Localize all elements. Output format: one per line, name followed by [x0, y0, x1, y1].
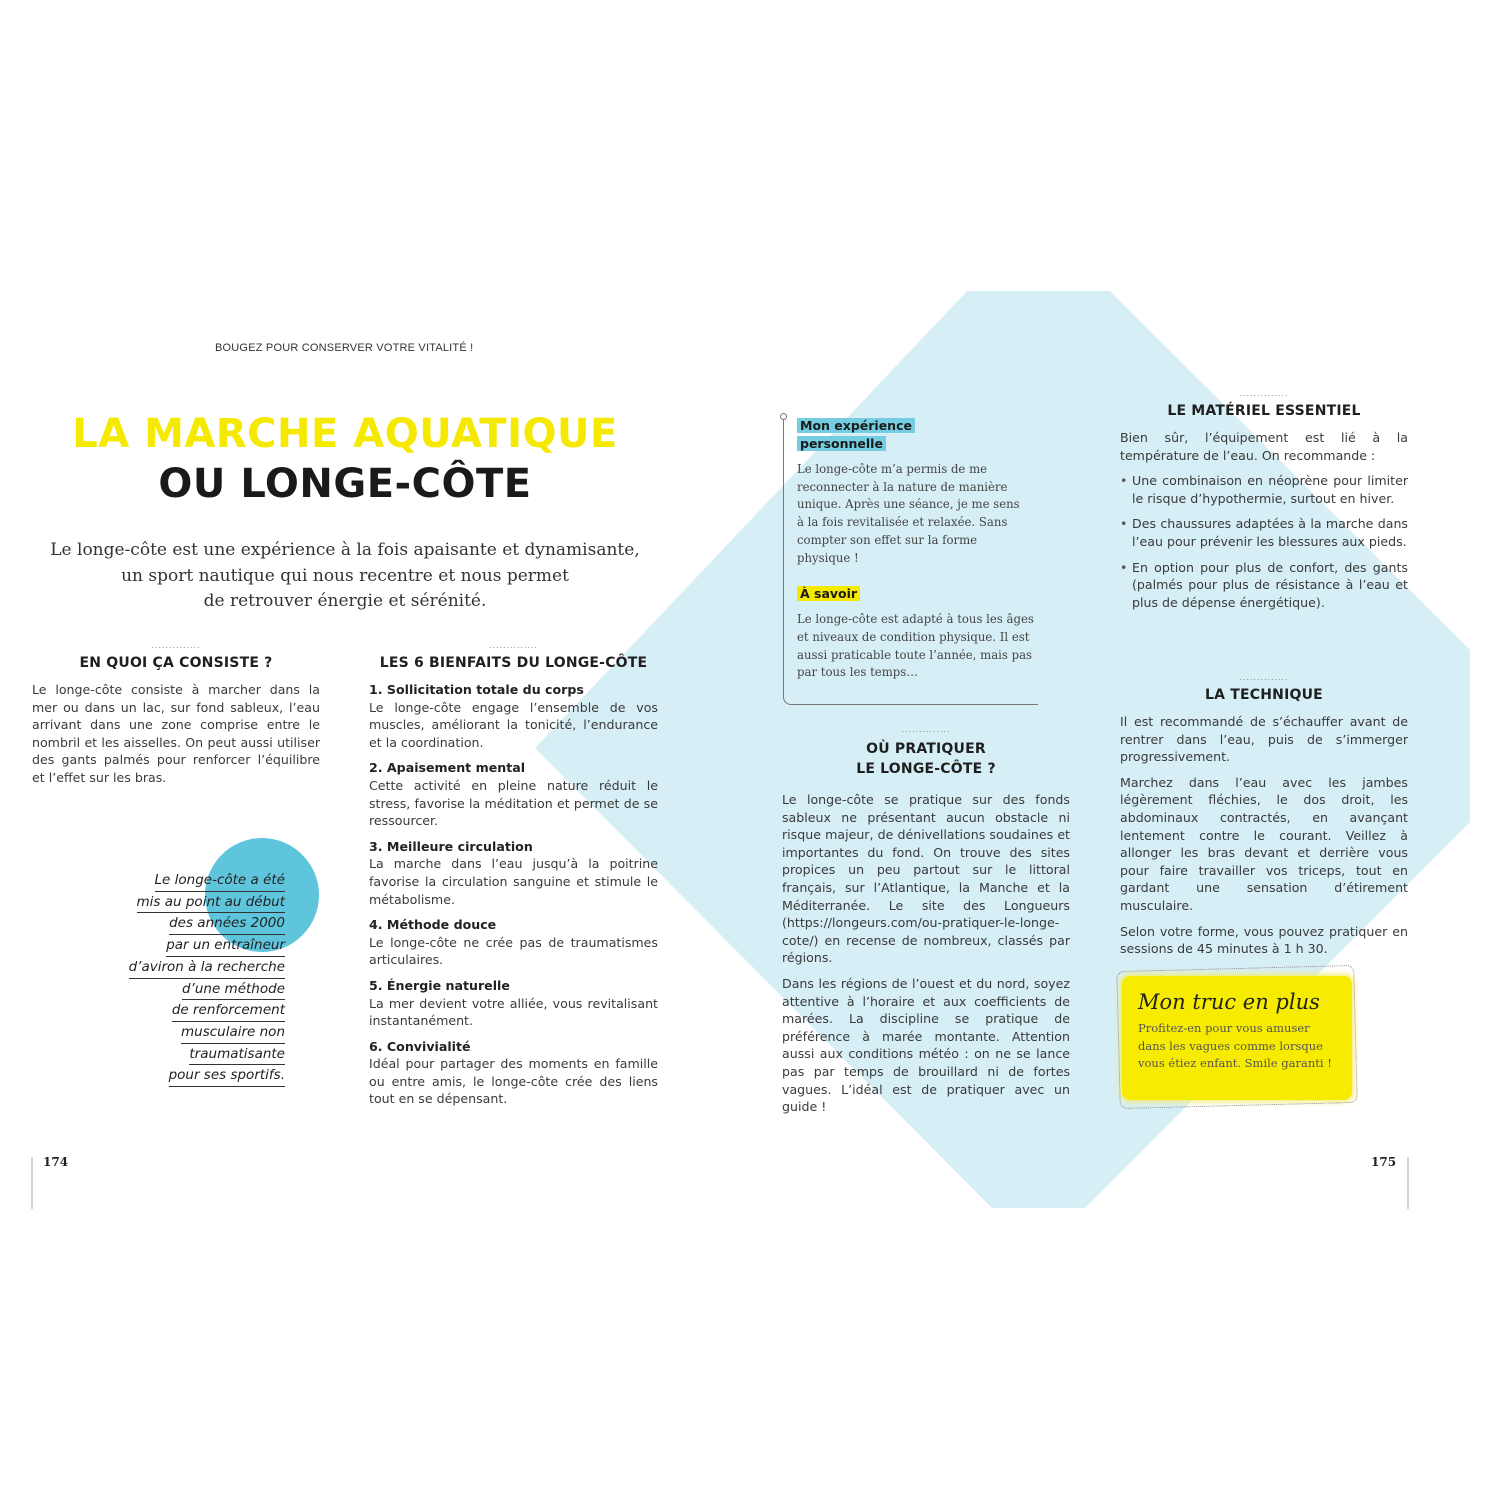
- benefit-title: 6. Convivialité: [369, 1038, 471, 1054]
- sidebar-box-content: [797, 417, 1042, 682]
- heading-line: LE LONGE-CÔTE ?: [856, 761, 996, 777]
- lead-line: un sport nautique qui nous recentre et nous permet: [121, 565, 569, 586]
- benefit-text: La marche dans l’eau jusqu’à la poitrine favorise la circulation sanguine et stimule le métabolisme.: [369, 856, 658, 907]
- section-heading: [782, 739, 1070, 779]
- quote-line: des années 2000: [169, 913, 285, 935]
- running-head: BOUGEZ POUR CONSERVER VOTRE VITALITÉ !: [215, 342, 474, 354]
- section-heading: LE MATÉRIEL ESSENTIEL: [1167, 403, 1361, 419]
- section-body: Le longe-côte se pratique sur des fonds sableux ne présentant aucun obstacle ni risque majeur, de dénivellations soudaines et importantes du fond. On trouve des sites propices un peu partout sur le littoral français, sur l’Atlantique, la Manche et la Méditerranée. Le site des Longueurs (https://longeurs.com/ou-pratiquer-le-longe-cote/) en recense de nombreux, classés par régions.: [782, 792, 1070, 966]
- benefits-list: [369, 681, 658, 1108]
- benefit-title: 4. Méthode douce: [369, 917, 497, 933]
- savoir-text: Le longe-côte est adapté à tous les âges et niveaux de condition physique. Il est aussi praticable toute l’année, mais pas par tous les temps…: [797, 612, 1034, 680]
- equipment-item: • Une combinaison en néoprène pour limiter le risque d’hypothermie, surtout en hiver.: [1120, 472, 1408, 507]
- quote-line: mis au point au début: [137, 892, 285, 914]
- equipment-item: • Des chaussures adaptées à la marche dans l’eau pour prévenir les blessures aux pieds.: [1120, 515, 1408, 550]
- benefit-title: 1. Sollicitation totale du corps: [369, 682, 584, 697]
- section-body: Dans les régions de l’ouest et du nord, soyez attentive à l’horaire et aux coefficients de marées. La discipline se pratique de préférence à marée montante. Attention aussi aux conditions météo : on ne se lance pas par temps de brouillard ni de fortes vagues. L’idéal est de pratiquer avec un guide !: [782, 975, 1070, 1115]
- tip-box-dotted-outline: [1116, 965, 1358, 1109]
- benefit-item: [369, 759, 658, 829]
- section-body: Selon votre forme, vous pouvez pratiquer en sessions de 45 minutes à 1 h 30.: [1120, 923, 1408, 957]
- section-heading: LA TECHNIQUE: [1205, 687, 1323, 703]
- benefit-item: [369, 681, 658, 751]
- benefit-text: Cette activité en pleine nature réduit le stress, favorise la méditation et permet de se ressourcer.: [369, 777, 658, 829]
- section-separator: ..............: [901, 724, 951, 734]
- section-intro: Bien sûr, l’équipement est lié à la température de l’eau. On recommande :: [1120, 430, 1408, 463]
- page-number-left: 174: [43, 1155, 69, 1169]
- quote-line: par un entraîneur: [166, 935, 285, 957]
- pull-quote: [85, 870, 285, 1087]
- lead-paragraph: [40, 538, 650, 615]
- section-separator: ..............: [1239, 672, 1289, 682]
- benefit-item: [369, 1038, 658, 1108]
- benefit-item: [369, 977, 658, 1030]
- section-body: Il est recommandé de s’échauffer avant de rentrer dans l’eau, puis de s’immerger progressivement.: [1120, 714, 1408, 765]
- page-title-line1: LA MARCHE AQUATIQUE: [72, 411, 618, 457]
- lead-line: Le longe-côte est une expérience à la fois apaisante et dynamisante,: [50, 540, 640, 560]
- equipment-list: [1120, 472, 1408, 611]
- quote-line: pour ses sportifs.: [169, 1065, 285, 1087]
- section-body: Marchez dans l’eau avec les jambes légèrement fléchies, le dos droit, les abdominaux contractés, en avançant lentement contre le courant. Veillez à allonger les bras devant et derrière vous pour faire travailler vos triceps, tout en gardant une sensation d’étirement musculaire.: [1120, 774, 1408, 913]
- page-number-right: 175: [1371, 1155, 1397, 1169]
- section-separator: ..............: [488, 640, 538, 650]
- experience-tag: Mon expérience: [797, 418, 915, 433]
- lead-line: de retrouver énergie et sérénité.: [203, 591, 487, 611]
- benefit-item: [369, 916, 658, 969]
- section-ou-pratiquer: [782, 724, 1070, 1116]
- quote-line: Le longe-côte a été: [155, 870, 285, 892]
- quote-line: d’une méthode: [182, 979, 285, 1001]
- benefit-title: 3. Meilleure circulation: [369, 838, 533, 854]
- section-en-quoi: [32, 640, 320, 787]
- section-technique: [1120, 672, 1408, 958]
- section-bienfaits: [369, 640, 658, 1116]
- equipment-item: • En option pour plus de confort, des gants (palmés pour plus de résistance à l’eau et plus de dépense énergétique).: [1120, 559, 1408, 612]
- quote-line: d’aviron à la recherche: [129, 957, 285, 979]
- quote-line: traumatisante: [189, 1044, 285, 1066]
- benefit-text: Idéal pour partager des moments en famille ou entre amis, le longe-côte crée des liens tout en se dépensant.: [369, 1056, 658, 1107]
- heading-line: OÙ PRATIQUER: [866, 741, 986, 757]
- experience-text: Le longe-côte m’a permis de me reconnecter à la nature de manière unique. Après une séance, je me sens à la fois revitalisée et relaxée. Sans compter son effet sur la forme physique !: [797, 462, 1020, 565]
- section-body: Le longe-côte consiste à marcher dans la mer ou dans un lac, sur fond sableux, l’eau arrivant dans une zone comprise entre le nombril et les aisselles. On peut aussi utiliser des gants palmés pour renforcer l’équilibre et l’effet sur les bras.: [32, 682, 320, 785]
- folio-rule-right: [1407, 1157, 1409, 1209]
- folio-rule-left: [31, 1157, 33, 1209]
- section-materiel: [1120, 388, 1408, 619]
- tip-line: Profitez-en pour vous amuser: [1138, 1021, 1310, 1035]
- benefit-item: [369, 838, 658, 908]
- benefit-text: Le longe-côte engage l’ensemble de vos muscles, améliorant la tonicité, l’endurance et la coordination.: [369, 699, 658, 750]
- quote-line: musculaire non: [181, 1022, 285, 1044]
- section-heading: LES 6 BIENFAITS DU LONGE-CÔTE: [379, 655, 648, 671]
- page-title-line2: OU LONGE-CÔTE: [158, 461, 532, 507]
- tip-title: Mon truc en plus: [1138, 990, 1320, 1014]
- tip-line: vous étiez enfant. Smile garanti !: [1138, 1056, 1332, 1070]
- section-heading: EN QUOI ÇA CONSISTE ?: [79, 655, 273, 671]
- benefit-text: Le longe-côte ne crée pas de traumatismes articulaires.: [369, 934, 658, 968]
- box-pin-icon: [780, 413, 787, 420]
- benefit-title: 5. Énergie naturelle: [369, 977, 510, 993]
- experience-tag: personnelle: [797, 436, 886, 451]
- benefit-text: La mer devient votre alliée, vous revitalisant instantanément.: [369, 995, 658, 1029]
- section-separator: ..............: [151, 640, 201, 650]
- benefit-title: 2. Apaisement mental: [369, 760, 526, 776]
- tip-line: dans les vagues comme lorsque: [1138, 1038, 1323, 1053]
- section-separator: ..............: [1239, 388, 1289, 398]
- savoir-tag: À savoir: [797, 586, 860, 601]
- quote-line: de renforcement: [172, 1000, 285, 1022]
